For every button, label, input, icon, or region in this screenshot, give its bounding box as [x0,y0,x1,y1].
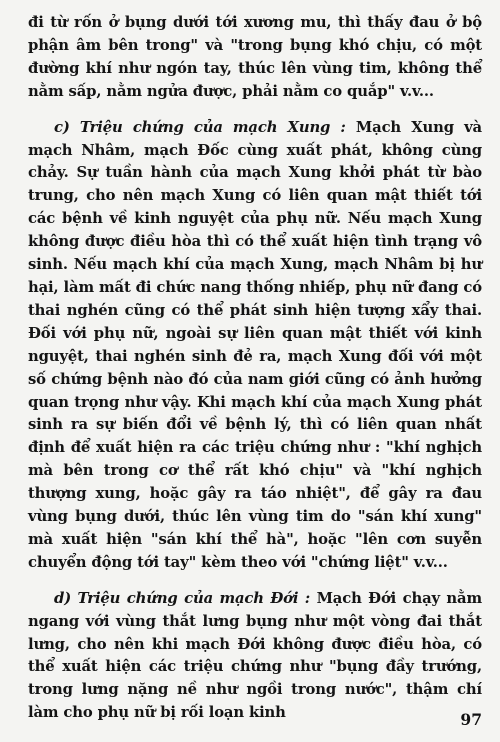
section-heading-mach-doi: d) Triệu chứng của mạch Đới : [54,589,311,607]
paragraph-text: Mạch Xung và mạch Nhâm, mạch Đốc cùng xuất phát, không cùng chảy. Sự tuần hành của mạch Xung khởi phát từ bào trung, cho nên mạch Xung có liên quan mật thiết tới các bệnh về kinh nguyệt của phụ nữ. Nếu mạch Xung không được điều hòa thì có thể xuất hiện tình trạng vô sinh. Nếu mạch khí của mạch Xung, mạch Nhâm bị hư hại, làm mất đi chức nang thống nhiếp, phụ nữ đang có thai nghén cũng có thể phát sinh hiện tượng xẩy thai. Đối với phụ nữ, ngoài sự liên quan mật thiết với kinh nguyệt, thai nghén sinh đẻ ra, mạch Xung đối với một số chứng bệnh nào đó của nam giới cũng có ảnh hưởng quan trọng như vậy. Khi mạch khí của mạch Xung phát sinh ra sự biến đổi về bệnh lý, thì có liên quan nhất định để xuất hiện ra các triệu chứng như : "khí nghịch mà bên trong cơ thể rất khó chịu" và "khí nghịch thượng xung, hoặc gây ra táo nhiệt", để gây ra đau vùng bụng dưới, thúc lên vùng tim do "sán khí xung" mà xuất hiện "sán khí thể hà", hoặc "lên cơn suyễn chuyển động tới tay" kèm theo với "chứng liệt" v.v... [28,118,482,571]
paragraph-text: Mạch Đới chạy nằm ngang với vùng thắt lưng bụng như một vòng đai thắt lưng, cho nên khi mạch Đới không được điều hòa, có thể xuất hiện các triệu chứng như "bụng đầy trướng, trong lưng nặng nề như ngồi trong nước", thậm chí làm cho phụ nữ bị rối loạn kinh [28,589,482,722]
paragraph-continuation [28,12,482,104]
document-page [28,12,482,725]
page-number: 97 [460,710,482,729]
paragraph-mach-xung [28,117,482,575]
section-heading-mach-xung: c) Triệu chứng của mạch Xung : [54,118,346,136]
paragraph-text: đi từ rốn ở bụng dưới tới xương mu, thì thấy đau ở bộ phận âm bên trong" và "trong bụng khó chịu, có một đường khí như ngón tay, thúc lên vùng tim, không thể nằm sấp, nằm ngửa được, phải nằm co quắp" v.v... [28,14,482,100]
paragraph-mach-doi [28,588,482,725]
